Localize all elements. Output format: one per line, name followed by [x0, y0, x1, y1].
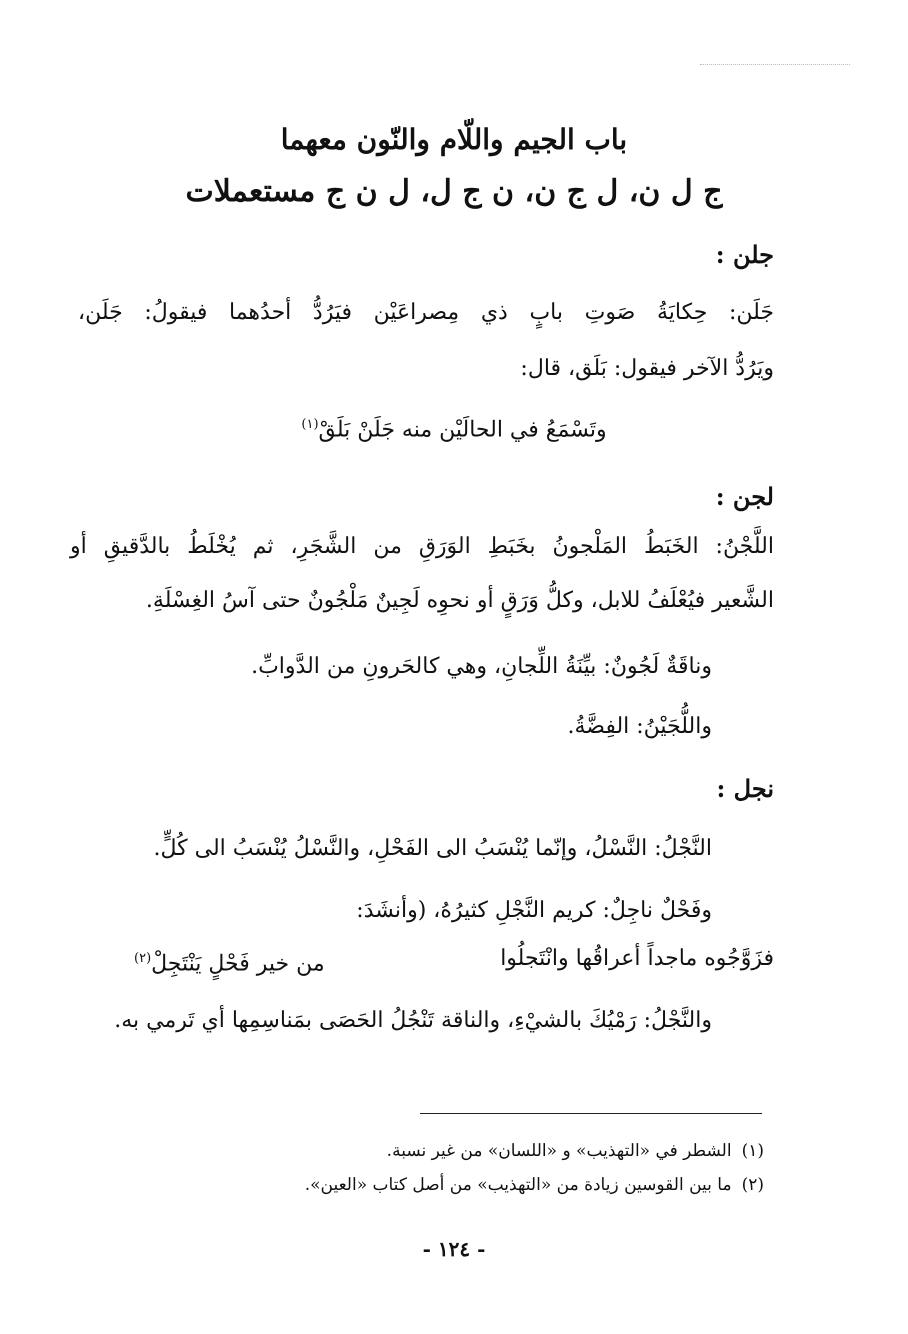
najl-verse-second-hemistich [134, 942, 325, 981]
page-number: - ١٢٤ - [422, 1237, 486, 1261]
footnote-2-text: ما بين القوسين زيادة من «التهذيب» من أصل كتاب «العين». [304, 1175, 732, 1195]
footnote-2 [305, 1172, 764, 1198]
najl-verse-first-hemistich: فزَوَّجُوه ماجداً أعراقُها وانْتَجلُوا [500, 946, 774, 971]
section-heading-jaln: جلن : [715, 240, 774, 269]
jaln-verse-text: وتَسْمَعُ في الحالَيْن منه جَلَنْ بَلَقْ [318, 417, 607, 443]
footnote-1-text: الشطر في «التهذيب» و «اللسان» من غير نسبة. [386, 1141, 732, 1161]
jaln-verse [180, 408, 728, 447]
jaln-line-2: ويَرُدُّ الآخر فيقول: بَلَق، قال: [520, 356, 774, 381]
lajn-line-4: واللُّجَيْنُ: الفِضَّةُ. [567, 714, 712, 739]
lajn-line-2: الشَّعير فيُعْلَفُ للابل، وكلُّ وَرَقٍ أو نحوِه لَجِينٌ مَلْجُونٌ حتى آسُ الغِسْلَةِ. [145, 588, 774, 613]
najl-verse-footnote-ref: (٢) [134, 951, 152, 966]
footnote-1 [387, 1138, 764, 1164]
jaln-verse-footnote-ref: (١) [301, 417, 319, 432]
footnote-2-number: (٢) [741, 1175, 764, 1195]
najl-verse [134, 942, 774, 981]
section-heading-lajn: لجن : [715, 482, 774, 511]
lajn-line-3: وناقَةٌ لَجُونٌ: بيِّنَةُ اللِّجانِ، وهي كالحَرونِ من الدَّوابِّ. [251, 654, 712, 679]
footnote-1-number: (١) [741, 1141, 764, 1161]
jaln-line-1: جَلَن: حِكايَةُ صَوتِ بابٍ ذي مِصراعَيْن فيَرُدُّ أحدُهما فيقولُ: جَلَن، [78, 300, 774, 325]
najl-line-2: وفَحْلٌ ناجِلٌ: كريم النَّجْلِ كثيرُهُ، (وأنشَدَ: [356, 898, 712, 923]
chapter-title: باب الجيم واللّام والنّون معهما [280, 123, 628, 156]
chapter-subtitle: ج ل ن، ل ج ن، ن ج ل، ل ن ج مستعملات [185, 174, 723, 209]
lajn-line-1: اللَّجْنُ: الخَبَطُ المَلْجونُ بخَبَطِ الوَرَقِ من الشَّجَرِ، ثم يُخْلَطُ بالدَّقيقِ أو [70, 534, 774, 559]
section-heading-najl: نجل : [716, 774, 774, 803]
najl-line-3: والنَّجْلُ: رَمْيُكَ بالشيْءِ، والناقة تَنْجُلُ الحَصَى بمَناسِمِها أي تَرمي به. [114, 1008, 712, 1033]
footnote-divider [420, 1113, 762, 1114]
top-edge-dots [700, 64, 850, 65]
najl-line-1: النَّجْلُ: النَّسْلُ، وإنّما يُنْسَبُ الى الفَحْلِ، والنَّسْلُ يُنْسَبُ الى كُلٍّ. [153, 836, 712, 861]
najl-verse-second-text: من خير فَحْلٍ يَنْتَجِلْ [151, 951, 325, 977]
